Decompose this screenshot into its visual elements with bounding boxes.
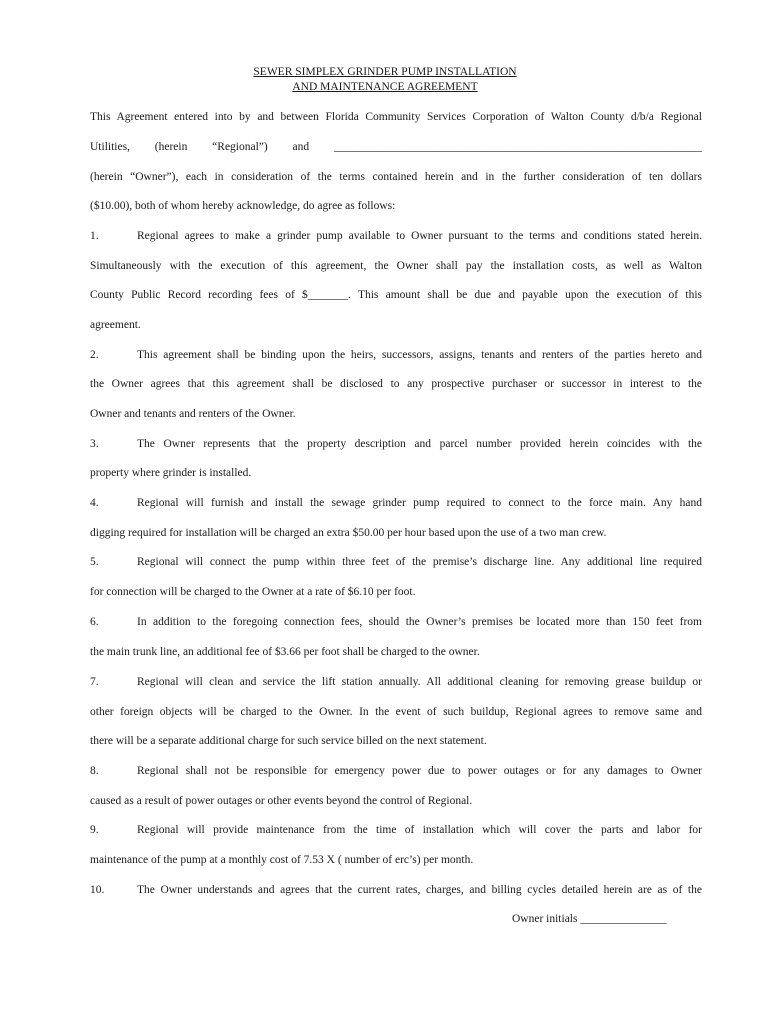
intro-line: ($10.00), both of whom hereby acknowledge, do agree as follows: xyxy=(90,200,396,212)
item-text: digging required for installation will be charged an extra $50.00 per hour based upon the use of a two man crew. xyxy=(90,527,607,539)
item-number: 4. xyxy=(90,497,99,509)
item-text: Regional will clean and service the lift station annually. All additional cleaning for removing grease buildup or xyxy=(137,676,702,688)
item-text: property where grinder is installed. xyxy=(90,467,252,479)
item-text: Regional shall not be responsible for emergency power due to power outages or for any damages to Owner xyxy=(137,765,702,777)
item-number: 5. xyxy=(90,556,99,568)
item-number: 1. xyxy=(90,230,99,242)
item-text: maintenance of the pump at a monthly cost of 7.53 X ( number of erc’s) per month. xyxy=(90,854,474,866)
item-text: caused as a result of power outages or other events beyond the control of Regional. xyxy=(90,795,473,807)
item-number: 8. xyxy=(90,765,99,777)
item-text: This agreement shall be binding upon the heirs, successors, assigns, tenants and renters of the parties hereto and xyxy=(137,349,702,361)
item-text: Regional will connect the pump within three feet of the premise’s discharge line. Any additional line required xyxy=(137,556,702,568)
item-number: 3. xyxy=(90,438,99,450)
item-text: Regional will provide maintenance from the time of installation which will cover the parts and labor for xyxy=(137,824,702,836)
item-text: In addition to the foregoing connection fees, should the Owner’s premises be located more than 150 feet from xyxy=(137,616,702,628)
item-number: 2. xyxy=(90,349,99,361)
intro-line: This Agreement entered into by and between Florida Community Services Corporation of Walton County d/b/a Regional xyxy=(90,111,702,123)
item-text: Owner and tenants and renters of the Owner. xyxy=(90,408,296,420)
item-number: 6. xyxy=(90,616,99,628)
item-text: The Owner represents that the property description and parcel number provided herein coincides with the xyxy=(137,438,702,450)
item-text: other foreign objects will be charged to the Owner. In the event of such buildup, Regional agrees to remove same and xyxy=(90,706,702,718)
intro-line: Utilities, (herein “Regional”) and ________________________________________________________________ xyxy=(90,141,702,153)
item-number: 10. xyxy=(90,884,105,896)
item-text: The Owner understands and agrees that the current rates, charges, and billing cycles detailed herein are as of the xyxy=(137,884,702,896)
document-title-line-2: AND MAINTENANCE AGREEMENT xyxy=(292,81,478,93)
item-text: Regional will furnish and install the sewage grinder pump required to connect to the force main. Any hand xyxy=(137,497,702,509)
item-text: the main trunk line, an additional fee of $3.66 per foot shall be charged to the owner. xyxy=(90,646,480,658)
item-text: County Public Record recording fees of $_______. This amount shall be due and payable upon the execution of this xyxy=(90,289,702,301)
owner-initials-line: Owner initials _______________ xyxy=(512,913,667,925)
item-number: 9. xyxy=(90,824,99,836)
item-text: for connection will be charged to the Owner at a rate of $6.10 per foot. xyxy=(90,586,416,598)
document-title-line-1: SEWER SIMPLEX GRINDER PUMP INSTALLATION xyxy=(253,66,517,78)
intro-line: (herein “Owner”), each in consideration of the terms contained herein and in the further consideration of ten dollars xyxy=(90,171,702,183)
item-text: the Owner agrees that this agreement shall be disclosed to any prospective purchaser or successor in interest to the xyxy=(90,378,702,390)
item-number: 7. xyxy=(90,676,99,688)
item-text: Regional agrees to make a grinder pump available to Owner pursuant to the terms and conditions stated herein. xyxy=(137,230,702,242)
item-text: agreement. xyxy=(90,319,141,331)
item-text: there will be a separate additional charge for such service billed on the next statement. xyxy=(90,735,487,747)
item-text: Simultaneously with the execution of this agreement, the Owner shall pay the installation costs, as well as Walton xyxy=(90,260,702,272)
